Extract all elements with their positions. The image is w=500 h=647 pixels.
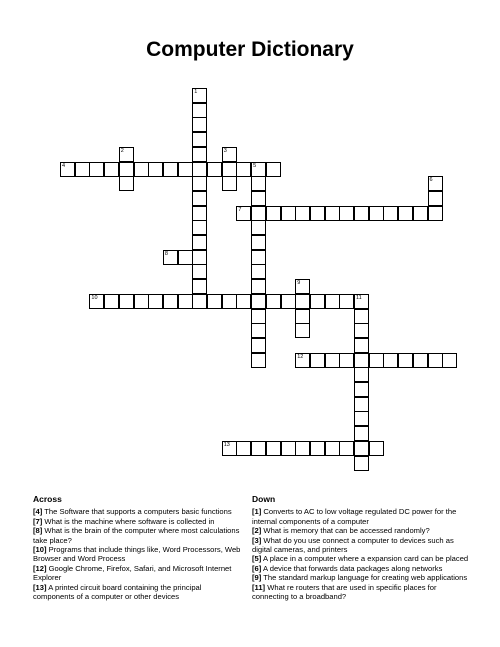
crossword-cell[interactable] xyxy=(163,294,178,309)
across-clue-12: [12] Google Chrome, Firefox, Safari, and Microsoft Internet Explorer xyxy=(33,563,232,583)
crossword-cell[interactable] xyxy=(295,309,310,324)
across-clue-4: [4] The Software that supports a computers basic functions xyxy=(33,507,232,517)
crossword-cell[interactable] xyxy=(236,441,251,456)
crossword-cell[interactable] xyxy=(119,176,134,191)
crossword-cell[interactable] xyxy=(295,279,310,294)
crossword-cell[interactable] xyxy=(236,294,251,309)
crossword-cell[interactable] xyxy=(339,441,354,456)
crossword-cell[interactable] xyxy=(354,411,369,426)
crossword-cell[interactable] xyxy=(251,220,266,235)
crossword-cell[interactable] xyxy=(104,294,119,309)
across-clue-10: [10] Programs that include things like, Word Processors, Web Browser and Word Process xyxy=(33,545,241,564)
puzzle-title: Computer Dictionary xyxy=(146,38,354,61)
crossword-cell[interactable] xyxy=(192,235,207,250)
crossword-cell[interactable] xyxy=(310,353,325,368)
crossword-cell[interactable] xyxy=(383,206,398,221)
across-heading: Across xyxy=(33,494,62,504)
crossword-cell[interactable] xyxy=(325,294,340,309)
crossword-cell[interactable] xyxy=(75,162,90,177)
across-clue-7: [7] What is the machine where software is collected in xyxy=(33,516,215,526)
crossword-cell[interactable] xyxy=(192,176,207,191)
crossword-cell[interactable] xyxy=(413,206,428,221)
crossword-cell[interactable] xyxy=(119,294,134,309)
crossword-cell[interactable] xyxy=(251,264,266,279)
crossword-cell[interactable] xyxy=(192,264,207,279)
clue-number: 9 xyxy=(297,280,301,287)
crossword-cell[interactable] xyxy=(354,309,369,324)
crossword-cell[interactable] xyxy=(251,162,266,177)
crossword-cell[interactable] xyxy=(192,220,207,235)
across-clue-13: [13] A printed circuit board containing the principal components of a computer or other devices xyxy=(33,582,202,602)
crossword-cell[interactable] xyxy=(354,441,369,456)
down-clue-9: [9] The standard markup language for creating web applications xyxy=(252,573,468,583)
crossword-cell[interactable] xyxy=(89,162,104,177)
crossword-cell[interactable] xyxy=(281,294,296,309)
crossword-cell[interactable] xyxy=(192,147,207,162)
crossword-cell[interactable] xyxy=(60,162,75,177)
crossword-cell[interactable] xyxy=(339,294,354,309)
crossword-cell[interactable] xyxy=(251,323,266,338)
down-clue-5: [5] A place in a computer where a expansion card can be placed xyxy=(252,554,469,564)
crossword-cell[interactable] xyxy=(281,206,296,221)
crossword-cell[interactable] xyxy=(354,294,369,309)
crossword-cell[interactable] xyxy=(354,338,369,353)
crossword-cell[interactable] xyxy=(310,206,325,221)
crossword-cell[interactable] xyxy=(236,162,251,177)
crossword-cell[interactable] xyxy=(119,147,134,162)
clue-number: 8 xyxy=(164,250,168,257)
crossword-cell[interactable] xyxy=(339,206,354,221)
down-clue-3: [3] What do you use connect a computer to devices such as digital cameras, and printers xyxy=(252,535,454,555)
crossword-cell[interactable] xyxy=(428,353,443,368)
crossword-cell[interactable] xyxy=(222,162,237,177)
crossword-cell[interactable] xyxy=(222,294,237,309)
crossword-cell[interactable] xyxy=(369,353,384,368)
clue-number: 7 xyxy=(238,206,242,213)
crossword-cell[interactable] xyxy=(354,353,369,368)
crossword-cell[interactable] xyxy=(148,162,163,177)
crossword-cell[interactable] xyxy=(134,294,149,309)
crossword-cell[interactable] xyxy=(339,353,354,368)
crossword-cell[interactable] xyxy=(266,206,281,221)
crossword-cell[interactable] xyxy=(192,162,207,177)
crossword-cell[interactable] xyxy=(192,88,207,103)
across-clues xyxy=(33,495,243,601)
crossword-cell[interactable] xyxy=(325,206,340,221)
crossword-cell[interactable] xyxy=(325,441,340,456)
crossword-cell[interactable] xyxy=(163,162,178,177)
crossword-cell[interactable] xyxy=(222,441,237,456)
crossword-cell[interactable] xyxy=(251,441,266,456)
crossword-cell[interactable] xyxy=(163,250,178,265)
crossword-cell[interactable] xyxy=(442,353,457,368)
crossword-cell[interactable] xyxy=(192,206,207,221)
crossword-cell[interactable] xyxy=(354,323,369,338)
clue-number: 5 xyxy=(253,162,257,169)
down-clue-11: [11] What re routers that are used in specific places for connecting to a broadband? xyxy=(252,582,437,602)
crossword-cell[interactable] xyxy=(178,250,193,265)
down-clue-2: [2] What is memory that can be accessed randomly? xyxy=(252,526,430,536)
crossword-cell[interactable] xyxy=(428,176,443,191)
crossword-cell[interactable] xyxy=(251,353,266,368)
crossword-cell[interactable] xyxy=(281,441,296,456)
down-heading: Down xyxy=(252,494,276,504)
crossword-cell[interactable] xyxy=(192,294,207,309)
crossword-cell[interactable] xyxy=(295,323,310,338)
crossword-cell[interactable] xyxy=(354,426,369,441)
crossword-cell[interactable] xyxy=(251,309,266,324)
crossword-cell[interactable] xyxy=(266,162,281,177)
crossword-cell[interactable] xyxy=(413,353,428,368)
crossword-cell[interactable] xyxy=(236,206,251,221)
crossword-cell[interactable] xyxy=(251,294,266,309)
crossword-cell[interactable] xyxy=(354,367,369,382)
crossword-cell[interactable] xyxy=(295,294,310,309)
crossword-cell[interactable] xyxy=(192,132,207,147)
clue-number: 12 xyxy=(297,353,304,360)
crossword-cell[interactable] xyxy=(148,294,163,309)
clue-number: 10 xyxy=(91,294,98,301)
crossword-cell[interactable] xyxy=(354,397,369,412)
crossword-cell[interactable] xyxy=(134,162,149,177)
crossword-cell[interactable] xyxy=(251,191,266,206)
crossword-cell[interactable] xyxy=(207,294,222,309)
crossword-cell[interactable] xyxy=(251,235,266,250)
crossword-cell[interactable] xyxy=(428,206,443,221)
crossword-cell[interactable] xyxy=(266,441,281,456)
crossword-cell[interactable] xyxy=(207,162,222,177)
crossword-cell[interactable] xyxy=(354,382,369,397)
down-clues xyxy=(252,495,470,601)
clue-number: 13 xyxy=(223,441,230,448)
crossword-cell[interactable] xyxy=(222,176,237,191)
crossword-cell[interactable] xyxy=(295,353,310,368)
clue-number: 2 xyxy=(120,147,124,154)
crossword-cell[interactable] xyxy=(354,206,369,221)
crossword-cell[interactable] xyxy=(295,206,310,221)
crossword-cell[interactable] xyxy=(398,353,413,368)
crossword-cell[interactable] xyxy=(251,279,266,294)
crossword-cell[interactable] xyxy=(251,206,266,221)
crossword-cell[interactable] xyxy=(222,147,237,162)
crossword-cell[interactable] xyxy=(251,338,266,353)
crossword-cell[interactable] xyxy=(398,206,413,221)
down-clue-1: [1] Converts to AC to low voltage regulated DC power for the internal components of a computer xyxy=(252,507,457,526)
crossword-cell[interactable] xyxy=(428,191,443,206)
clue-number: 3 xyxy=(223,147,227,154)
crossword-cell[interactable] xyxy=(251,250,266,265)
crossword-cell[interactable] xyxy=(369,441,384,456)
crossword-cell[interactable] xyxy=(192,250,207,265)
crossword-cell[interactable] xyxy=(192,103,207,118)
crossword-cell[interactable] xyxy=(178,294,193,309)
clue-number: 11 xyxy=(356,294,362,301)
crossword-cell[interactable] xyxy=(178,162,193,177)
crossword-cell[interactable] xyxy=(295,441,310,456)
crossword-cell[interactable] xyxy=(369,206,384,221)
crossword-cell[interactable] xyxy=(192,279,207,294)
crossword-cell[interactable] xyxy=(119,162,134,177)
clue-number: 6 xyxy=(429,177,433,184)
down-clue-6: [6] A device that forwards data packages along networks xyxy=(252,563,443,573)
crossword-cell[interactable] xyxy=(325,353,340,368)
crossword-cell[interactable] xyxy=(251,176,266,191)
crossword-cell[interactable] xyxy=(310,294,325,309)
crossword-cell[interactable] xyxy=(104,162,119,177)
crossword-cell[interactable] xyxy=(192,117,207,132)
across-clue-8: [8] What is the brain of the computer where most calculations take place? xyxy=(33,526,240,545)
clue-number: 1 xyxy=(194,89,198,95)
crossword-cell[interactable] xyxy=(310,441,325,456)
crossword-cell[interactable] xyxy=(266,294,281,309)
crossword-cell[interactable] xyxy=(383,353,398,368)
crossword-cell[interactable] xyxy=(354,456,369,471)
crossword-cell[interactable] xyxy=(192,191,207,206)
crossword-cell[interactable] xyxy=(89,294,104,309)
clue-number: 4 xyxy=(62,162,66,169)
